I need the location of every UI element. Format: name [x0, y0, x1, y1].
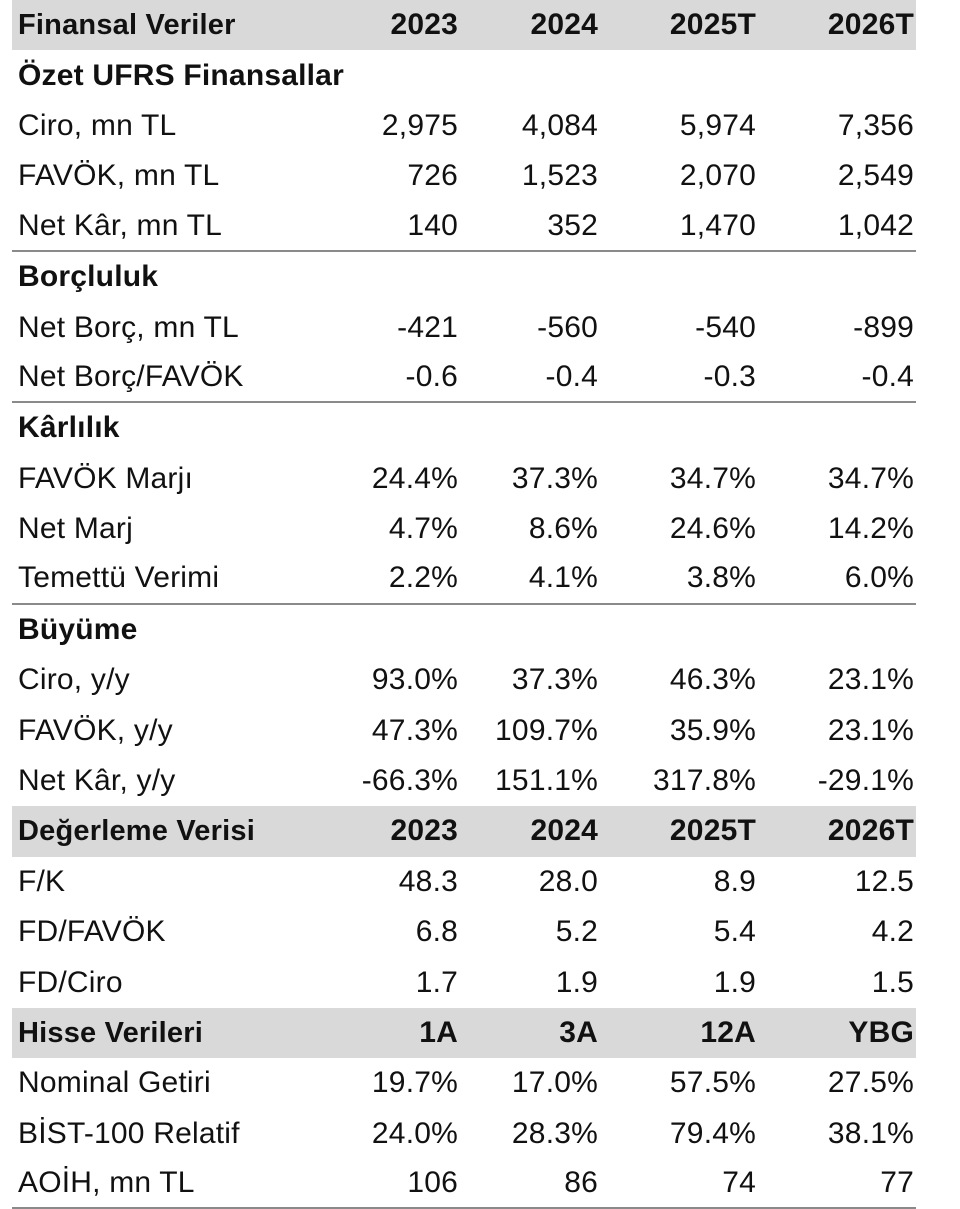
cell-value: 12.5	[854, 864, 914, 898]
year-2026t-header: 2026T	[827, 8, 914, 42]
table-row	[12, 454, 916, 504]
cell-value: 5.4	[713, 915, 756, 949]
section-title-leverage	[12, 252, 916, 302]
row-label: Net Marj	[18, 512, 133, 546]
row-label: Ciro, y/y	[18, 663, 130, 697]
cell-value: 1.9	[555, 965, 598, 999]
row-label: Net Borç/FAVÖK	[18, 359, 244, 393]
cell-value: 24.6%	[669, 512, 756, 546]
cell-value: 726	[407, 159, 458, 193]
cell-value: 2,549	[837, 159, 914, 193]
cell-value: 28.3%	[511, 1116, 598, 1150]
cell-value: 24.0%	[371, 1116, 458, 1150]
cell-value: -0.4	[861, 359, 914, 393]
year-2025t-header: 2025T	[669, 8, 756, 42]
table-row	[12, 202, 916, 252]
cell-value: 109.7%	[495, 713, 598, 747]
cell-value: 1,042	[837, 208, 914, 242]
table-row	[12, 1109, 916, 1159]
cell-value: 8.6%	[528, 512, 598, 546]
table-row	[12, 857, 916, 907]
cell-value: 8.9	[713, 864, 756, 898]
cell-value: 1.7	[415, 965, 458, 999]
financial-header-label: Finansal Veriler	[18, 8, 236, 41]
row-label: FAVÖK, y/y	[18, 713, 173, 747]
year-2023-header: 2023	[390, 8, 458, 42]
cell-value: -899	[853, 310, 914, 344]
cell-value: 14.2%	[827, 512, 914, 546]
year-2024-header: 2024	[530, 8, 598, 42]
cell-value: 1,470	[679, 208, 756, 242]
cell-value: -421	[397, 310, 458, 344]
section-title-profitability	[12, 403, 916, 453]
year-2024-header: 2024	[530, 814, 598, 848]
row-label: Net Kâr, mn TL	[18, 208, 222, 242]
cell-value: 2,070	[679, 159, 756, 193]
cell-value: 47.3%	[371, 713, 458, 747]
table-row	[12, 756, 916, 806]
cell-value: 57.5%	[669, 1066, 756, 1100]
cell-value: 77	[880, 1166, 914, 1200]
cell-value: 28.0	[538, 864, 598, 898]
period-12a-header: 12A	[700, 1016, 756, 1049]
cell-value: -66.3%	[361, 764, 458, 798]
cell-value: 140	[407, 208, 458, 242]
cell-value: 17.0%	[511, 1066, 598, 1100]
table-row	[12, 353, 916, 403]
cell-value: 4.2	[871, 915, 914, 949]
cell-value: 48.3	[398, 864, 458, 898]
cell-value: 1,523	[521, 159, 598, 193]
period-1a-header: 1A	[419, 1016, 458, 1049]
row-label: Net Kâr, y/y	[18, 764, 176, 798]
cell-value: 23.1%	[827, 713, 914, 747]
cell-value: 23.1%	[827, 663, 914, 697]
row-label: AOİH, mn TL	[18, 1166, 195, 1200]
cell-value: -540	[695, 310, 756, 344]
financial-data-table	[12, 0, 916, 1209]
table-row	[12, 705, 916, 755]
section-title-growth	[12, 605, 916, 655]
cell-value: 79.4%	[669, 1116, 756, 1150]
cell-value: 6.0%	[844, 561, 914, 595]
cell-value: 19.7%	[371, 1066, 458, 1100]
valuation-header-label: Değerleme Verisi	[18, 814, 255, 847]
section-label: Büyüme	[18, 612, 138, 646]
cell-value: 1.5	[871, 965, 914, 999]
cell-value: 7,356	[837, 108, 914, 142]
cell-value: 2.2%	[388, 561, 458, 595]
cell-value: 34.7%	[669, 461, 756, 495]
valuation-header-row	[12, 806, 916, 856]
row-label: Net Borç, mn TL	[18, 310, 239, 344]
cell-value: 37.3%	[511, 663, 598, 697]
cell-value: 4.1%	[528, 561, 598, 595]
table-row	[12, 554, 916, 604]
cell-value: 38.1%	[827, 1116, 914, 1150]
cell-value: 352	[547, 208, 598, 242]
row-label: Ciro, mn TL	[18, 108, 177, 142]
cell-value: 1.9	[713, 965, 756, 999]
cell-value: 5.2	[555, 915, 598, 949]
row-label: FD/FAVÖK	[18, 915, 166, 949]
cell-value: -0.3	[703, 359, 756, 393]
table-row	[12, 1058, 916, 1108]
row-label: Temettü Verimi	[18, 561, 220, 595]
year-2023-header: 2023	[390, 814, 458, 848]
cell-value: 6.8	[415, 915, 458, 949]
cell-value: 37.3%	[511, 461, 598, 495]
section-title-summary	[12, 50, 916, 100]
table-row	[12, 101, 916, 151]
cell-value: 35.9%	[669, 713, 756, 747]
cell-value: 86	[564, 1166, 598, 1200]
cell-value: -0.6	[405, 359, 458, 393]
cell-value: -560	[537, 310, 598, 344]
cell-value: 4.7%	[388, 512, 458, 546]
cell-value: 34.7%	[827, 461, 914, 495]
row-label: FD/Ciro	[18, 965, 123, 999]
row-label: F/K	[18, 864, 66, 898]
year-2025t-header: 2025T	[669, 814, 756, 848]
section-label: Kârlılık	[18, 411, 120, 445]
cell-value: 2,975	[381, 108, 458, 142]
cell-value: 4,084	[521, 108, 598, 142]
cell-value: 106	[407, 1166, 458, 1200]
cell-value: 27.5%	[827, 1066, 914, 1100]
cell-value: 3.8%	[686, 561, 756, 595]
section-label: Borçluluk	[18, 260, 159, 294]
period-ybg-header: YBG	[848, 1016, 914, 1049]
row-label: BİST-100 Relatif	[18, 1116, 240, 1150]
stock-header-row	[12, 1008, 916, 1058]
row-label: FAVÖK Marjı	[18, 461, 194, 495]
table-row	[12, 1159, 916, 1209]
cell-value: 74	[722, 1166, 756, 1200]
table-row	[12, 655, 916, 705]
cell-value: 46.3%	[669, 663, 756, 697]
table-row	[12, 907, 916, 957]
cell-value: 151.1%	[495, 764, 598, 798]
section-label: Özet UFRS Finansallar	[18, 58, 344, 92]
cell-value: -0.4	[545, 359, 598, 393]
row-label: Nominal Getiri	[18, 1066, 211, 1100]
cell-value: 24.4%	[371, 461, 458, 495]
table-row	[12, 151, 916, 201]
row-label: FAVÖK, mn TL	[18, 159, 220, 193]
year-2026t-header: 2026T	[827, 814, 914, 848]
financial-header-row	[12, 0, 916, 50]
stock-header-label: Hisse Verileri	[18, 1016, 203, 1049]
table-row	[12, 504, 916, 554]
cell-value: -29.1%	[817, 764, 914, 798]
table-row	[12, 302, 916, 352]
table-row	[12, 957, 916, 1007]
cell-value: 317.8%	[653, 764, 756, 798]
cell-value: 5,974	[679, 108, 756, 142]
period-3a-header: 3A	[559, 1016, 598, 1049]
cell-value: 93.0%	[371, 663, 458, 697]
